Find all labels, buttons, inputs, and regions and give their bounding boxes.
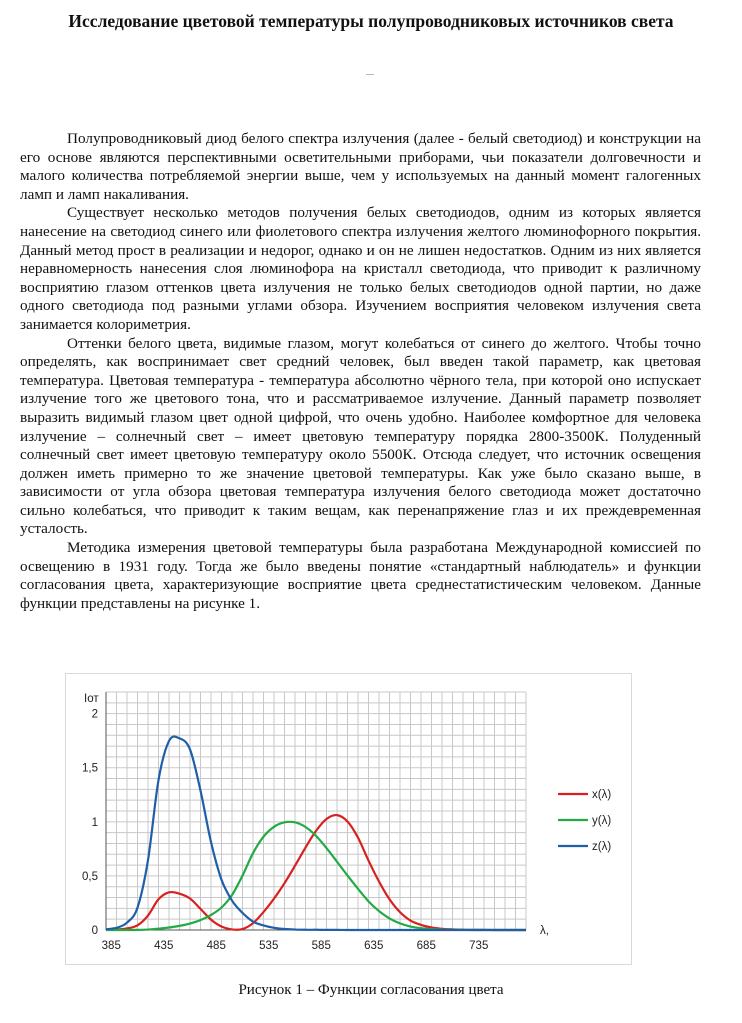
x-tick-label: 535 <box>259 940 279 952</box>
y-tick-label: 0,5 <box>82 870 98 883</box>
paragraph: Полупроводниковый диод белого спектра излучения (далее - белый светодиод) и конструкции на его основе являются перспективными осветительными приборами, чьи показатели долговечности и малого количества потребляемой энергии выше, чем у используемых на данный момент галогенных ламп и ламп накаливания. <box>20 130 701 203</box>
paragraph: Методика измерения цветовой температуры была разработана Международной комиссией по освещению в 1931 году. Тогда же было введены понятие «стандартный наблюдатель» и функции согласования цвета, характеризующие восприятие цвета среднестатистическим человеком. Данные функции представлены на рисунке 1. <box>20 539 701 612</box>
x-tick-label: 685 <box>416 940 436 952</box>
x-tick-label: 635 <box>364 940 384 952</box>
x-axis-label: λ, <box>540 925 549 937</box>
color-matching-chart <box>65 673 632 965</box>
paragraph: Существует несколько методов получения белых светодиодов, одним из которых является нанесение на светодиод синего или фиолетового спектра излучения желтого люминофорного покрытия. Данный метод прост в реализации и недорог, однако и он не лишен недостатков. Одним из них является неравномерность нанесения слоя люминофора на кристалл светодиода, что приводит к различному восприятию глазом оттенков цвета излучения не только белых светодиодов одной партии, но даже одного светодиода под разными углами обзора. Изучением восприятия человеком излучения света занимается колориметрия. <box>20 204 701 333</box>
y-axis-label: Iот <box>84 693 99 705</box>
x-tick-label: 735 <box>469 940 489 952</box>
legend-label: x(λ) <box>592 789 612 801</box>
legend-label: y(λ) <box>592 815 612 827</box>
body-text <box>20 130 701 613</box>
divider <box>366 74 374 75</box>
paper-title: Исследование цветовой температуры полупроводниковых источников света <box>68 11 674 31</box>
figure-caption: Рисунок 1 – Функции согласования цвета <box>238 982 504 998</box>
x-tick-label: 435 <box>154 940 174 952</box>
x-tick-label: 585 <box>311 940 331 952</box>
paragraph: Оттенки белого цвета, видимые глазом, могут колебаться от синего до желтого. Чтобы точно определять, как воспринимает свет средний человек, был введен такой параметр, как цветовая температура. Цветовая температура - температура абсолютно чёрного тела, при которой оно испускает излучение того же цветового тона, что и рассматриваемое излучение. Данный параметр позволяет выразить видимый глазом цвет одной цифрой, что очень удобно. Наиболее комфортное для человека излучение – солнечный свет – имеет цветовую температуру порядка 2800-3500К. Полуденный солнечный свет имеет цветовую температуру около 5500К. Отсюда следует, что источник освещения должен иметь примерно то же значение цветовой температуры. Как уже было сказано выше, в зависимости от угла обзора цветовая температура излучения белого светодиода может достаточно сильно колебаться, что приводит к таким вещам, как перенапряжение глаз и их преждевременная усталость. <box>20 334 701 538</box>
y-tick-label: 2 <box>91 708 98 721</box>
legend-label: z(λ) <box>592 841 612 853</box>
x-tick-label: 385 <box>101 940 121 952</box>
y-tick-label: 0 <box>91 925 98 937</box>
y-tick-label: 1 <box>91 816 98 829</box>
x-tick-label: 485 <box>206 940 226 952</box>
y-tick-label: 1,5 <box>82 762 98 775</box>
